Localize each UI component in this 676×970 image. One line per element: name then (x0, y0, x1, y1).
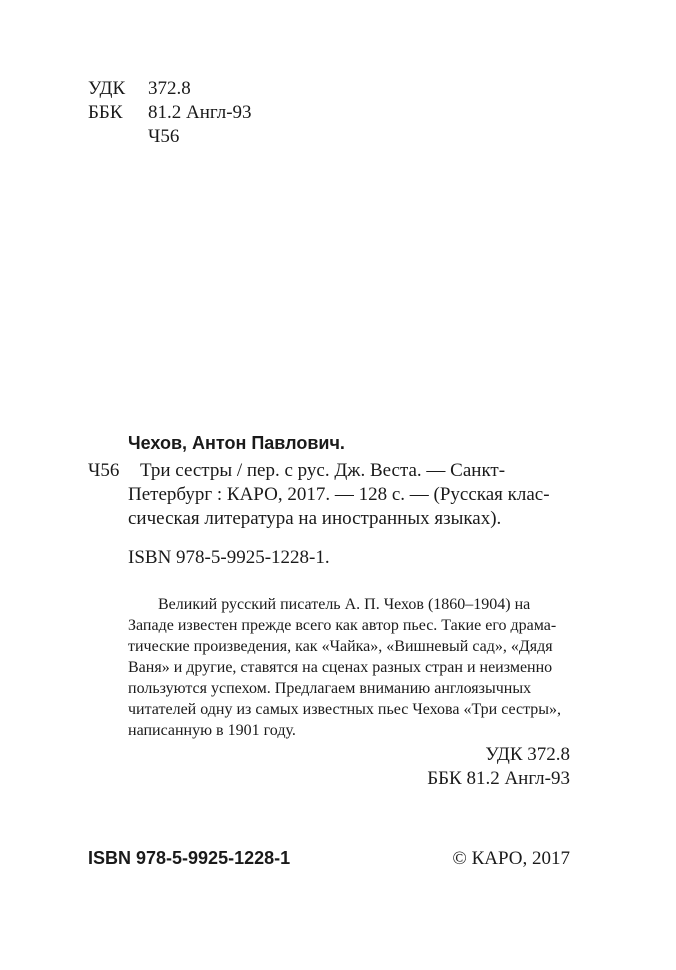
description-line: Три сестры / пер. с рус. Дж. Веста. — Санкт- (140, 460, 506, 481)
udk-value: 372.8 (148, 78, 191, 99)
bbk-value: 81.2 Англ-93 (148, 102, 252, 123)
annotation-line: Западе известен прежде всего как автор пьес. Такие его драма- (128, 617, 557, 634)
footer-isbn: ISBN 978-5-9925-1228-1 (88, 848, 291, 868)
record-isbn: ISBN 978-5-9925-1228-1. (128, 547, 330, 568)
annotation-line: Ваня» и другие, ставятся на сценах разных стран и неизменно (128, 659, 553, 676)
bbk-label: ББК (88, 102, 123, 123)
annotation-line: пользуются успехом. Предлагаем вниманию англоязычных (128, 680, 532, 697)
annotation-line: написанную в 1901 году. (128, 722, 296, 739)
annotation-line: тические произведения, как «Чайка», «Вишневый сад», «Дядя (128, 638, 553, 655)
annotation-udk: УДК 372.8 (485, 744, 570, 765)
annotation-line: читателей одну из самых известных пьес Чехова «Три сестры», (128, 701, 562, 718)
author-heading: Чехов, Антон Павлович. (128, 433, 345, 453)
description-line: сическая литература на иностранных языках). (128, 508, 502, 529)
annotation-bbk: ББК 81.2 Англ-93 (427, 768, 570, 789)
author-mark: Ч56 (88, 460, 120, 481)
annotation-line: Великий русский писатель А. П. Чехов (1860–1904) на (158, 596, 531, 613)
udk-label: УДК (88, 78, 126, 99)
copyright: © КАРО, 2017 (452, 848, 570, 869)
author-mark-top: Ч56 (148, 126, 180, 147)
description-line: Петербург : КАРО, 2017. — 128 с. — (Русская клас- (128, 484, 550, 505)
